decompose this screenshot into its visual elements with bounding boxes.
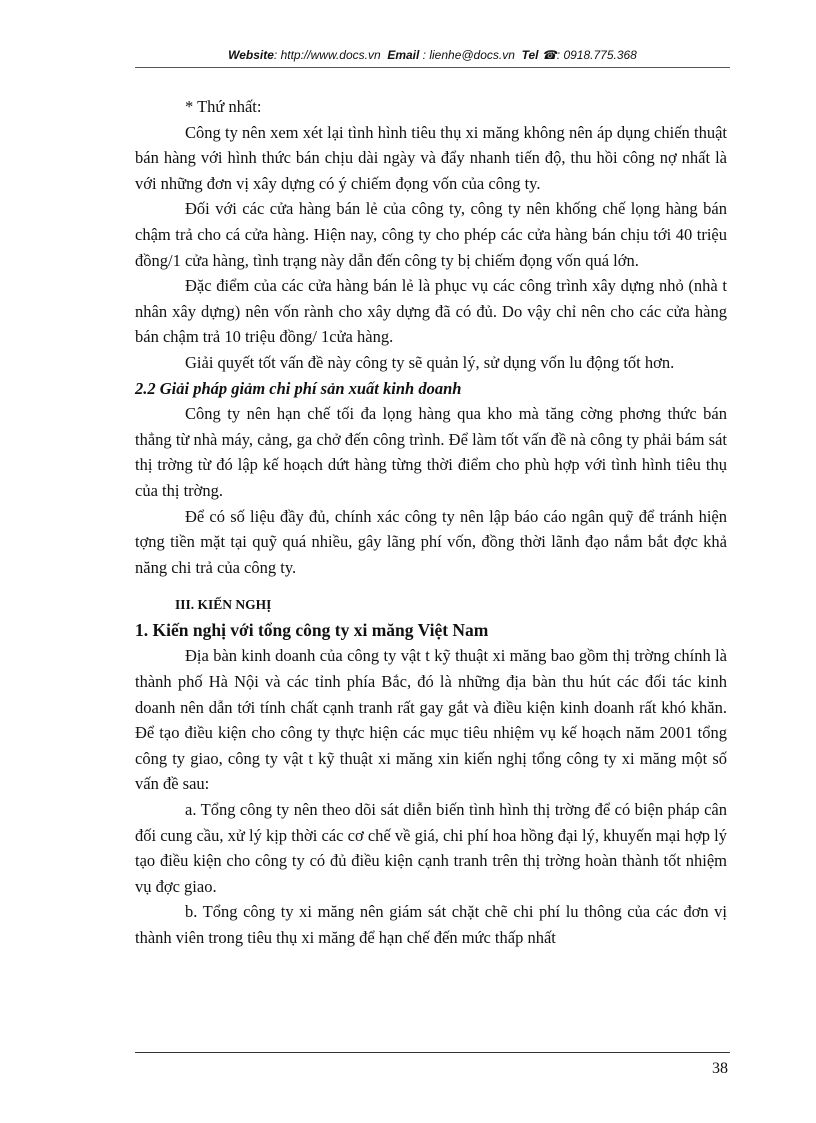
section-heading: 2.2 Giải pháp giảm chi phí sản xuất kinh doanh — [135, 378, 462, 398]
email-value: : lienhe@docs.vn — [422, 48, 515, 62]
website-label: Website — [228, 48, 274, 62]
paragraph: Địa bàn kinh doanh của công ty vật t kỹ thuật xi măng bao gồm thị trờng chính là thành phố Hà Nội và các tỉnh phía Bắc, đó là những địa bàn thu hút các đối tác kinh doanh nên dẫn tới tính chất cạnh tranh rất gay gắt và điều kiện kinh doanh rất khó khăn. Để tạo điều kiện cho công ty thực hiện các mục tiêu nhiệm vụ kế hoạch năm 2001 tổng công ty giao, công ty vật t kỹ thuật xi măng xin kiến nghị tổng công ty xi măng một số vấn đề sau: — [135, 646, 727, 794]
tel-label: Tel — [521, 48, 539, 62]
paragraph: Công ty nên xem xét lại tình hình tiêu thụ xi măng không nên áp dụng chiến thuật bán hàng với hình thức bán chịu dài ngày và đẩy nhanh tiến độ, thu hồi công nợ nhất là với những đơn vị xây dựng có ý chiếm đọng vốn của công ty. — [135, 122, 727, 193]
paragraph: Để có số liệu đầy đủ, chính xác công ty nên lập báo cáo ngân quỹ để tránh hiện tợng tiền mặt tại quỹ quá nhiều, gây lãng phí vốn, đồng thời lãnh đạo nắm bắt đợc khả năng chi trả của công ty. — [135, 506, 727, 577]
paragraph: * Thứ nhất: — [185, 97, 262, 116]
email-label: Email — [387, 48, 420, 62]
section-heading: 1. Kiến nghị với tổng công ty xi măng Việt Nam — [135, 619, 489, 640]
footer-divider — [135, 1052, 730, 1053]
paragraph: a. Tổng công ty nên theo dõi sát diễn biến tình hình thị trờng để có biện pháp cân đối cung cầu, xử lý kịp thời các cơ chế về giá, chi phí hoa hồng đại lý, khuyến mại hợp lý tạo điều kiện cho công ty có đủ điều kiện cạnh tranh trên thị trờng hoàn thành tốt nhiệm vụ đợc giao. — [135, 800, 727, 896]
paragraph: Công ty nên hạn chế tối đa lọng hàng qua kho mà tăng cờng phơng thức bán thẳng từ nhà máy, cảng, ga chở đến công trình. Để làm tốt vấn đề nà công ty phải bám sát thị trờng từ đó lập kế hoạch dứt hàng từng thời điểm cho phù hợp với tình hình tiêu thụ của thị trờng. — [135, 404, 727, 500]
paragraph: Giải quyết tốt vấn đề này công ty sẽ quản lý, sử dụng vốn lu động tốt hơn. — [185, 352, 675, 372]
phone-icon: ☎ — [541, 48, 557, 62]
paragraph: b. Tổng công ty xi măng nên giám sát chặt chẽ chi phí lu thông của các đơn vị thành viên trong tiêu thụ xi măng để hạn chế đến mức thấp nhất — [135, 902, 727, 947]
chapter-heading: III. KIẾN NGHỊ — [175, 597, 272, 613]
page-body — [135, 94, 727, 951]
tel-value: : 0918.775.368 — [556, 48, 637, 62]
website-value: : http://www.docs.vn — [273, 48, 381, 62]
paragraph: Đối với các cửa hàng bán lẻ của công ty, công ty nên khống chế lọng hàng bán chậm trả cho cá cửa hàng. Hiện nay, công ty cho phép các cửa hàng bán chịu tới 40 triệu đồng/1 cửa hàng, tình trạng này dẫn đến công ty bị chiếm đọng vốn quá lớn. — [135, 199, 727, 270]
page-header — [135, 48, 730, 62]
page-number: 38 — [712, 1060, 728, 1077]
paragraph: Đặc điểm của các cửa hàng bán lẻ là phục vụ các công trình xây dựng nhỏ (nhà t nhân xây dựng) nên vốn rành cho xây dựng đã có đủ. Do vậy chỉ nên cho các cửa hàng bán chậm trả 10 triệu đồng/ 1cửa hàng. — [135, 276, 727, 347]
header-divider — [135, 67, 730, 68]
